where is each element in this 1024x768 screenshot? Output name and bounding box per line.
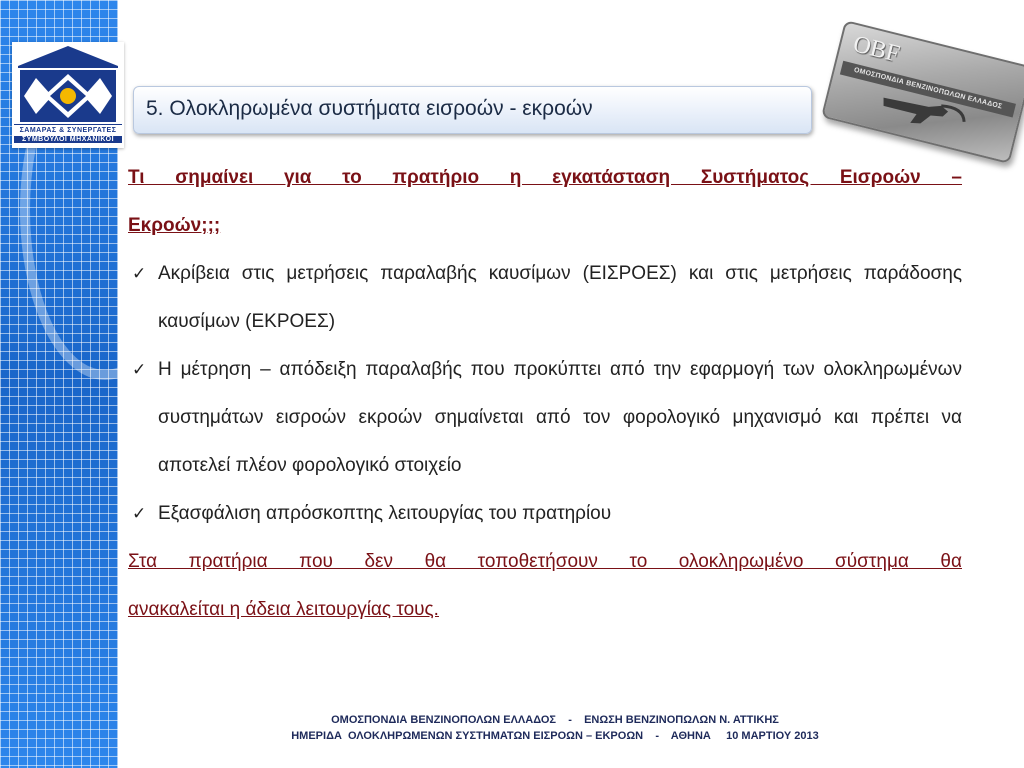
question-heading-continued: Εκροών;;; [128,215,221,236]
slide-content [128,154,962,634]
check-icon: ✓ [132,264,147,283]
closing-statement: Στα πρατήρια που δεν θα τοποθετήσουν το ολοκληρωμένο σύστημα θα [128,551,962,572]
list-item [128,490,962,538]
closing-statement-continued: ανακαλείται η άδεια λειτουργίας τους. [128,599,439,620]
check-icon: ✓ [132,360,147,379]
list-item [128,250,962,346]
logo-emblem-icon [16,44,120,124]
card-brand: OBF [850,31,903,68]
list-item [128,346,962,490]
slide-title-bar [133,86,812,134]
logo-company-tagline: ΣΥΜΒΟΥΛΟΙ ΜΗΧΑΝΙΚΟΙ [14,136,122,143]
logo-company-name: ΣΑΜΑΡΑΣ & ΣΥΝΕΡΓΑΤΕΣ [14,124,122,134]
footer-line-1: ΟΜΟΣΠΟΝΔΙΑ ΒΕΝΖΙΝΟΠΟΛΩΝ ΕΛΛΑΔΟΣ - ΕΝΩΣΗ ΒΕΝΖΙΝΟΠΩΛΩΝ Ν. ΑΤΤΙΚΗΣ [331,714,779,726]
obf-card [821,20,1024,164]
card-band-text: ΟΜΟΣΠΟΝΔΙΑ ΒΕΝΖΙΝΟΠΩΛΩΝ ΕΛΛΑΔΟΣ [840,61,1016,118]
slide-footer [150,712,960,744]
footer-line-2: ΗΜΕΡΙΔΑ ΟΛΟΚΛΗΡΩΜΕΝΩΝ ΣΥΣΤΗΜΑΤΩΝ ΕΙΣΡΟΩΝ – ΕΚΡΟΩΝ - ΑΘΗΝΑ 10 ΜΑΡΤΙΟΥ 2013 [291,730,819,742]
bullet-text: Εξασφάλιση απρόσκοπτης λειτουργίας του πρατηρίου [158,503,612,524]
slide-title: 5. Ολοκληρωμένα συστήματα εισροών - εκροών [146,97,593,120]
bullet-text: Ακρίβεια στις μετρήσεις παραλαβής καυσίμων (ΕΙΣΡΟΕΣ) και στις μετρήσεις παράδοσης καυσίμων (ΕΚΡΟΕΣ) [158,263,962,332]
check-icon: ✓ [132,504,147,523]
question-heading: Τι σημαίνει για το πρατήριο η εγκατάσταση Συστήματος Εισροών – [128,167,962,188]
bullet-text: Η μέτρηση – απόδειξη παραλαβής που προκύπτει από την εφαρμογή των ολοκληρωμένων συστημάτων εισροών εκροών σημαίνεται από τον φορολογικό μηχανισμό και πρέπει να αποτελεί πλέον φορολογικό στοιχείο [158,359,962,476]
company-logo [12,42,124,148]
